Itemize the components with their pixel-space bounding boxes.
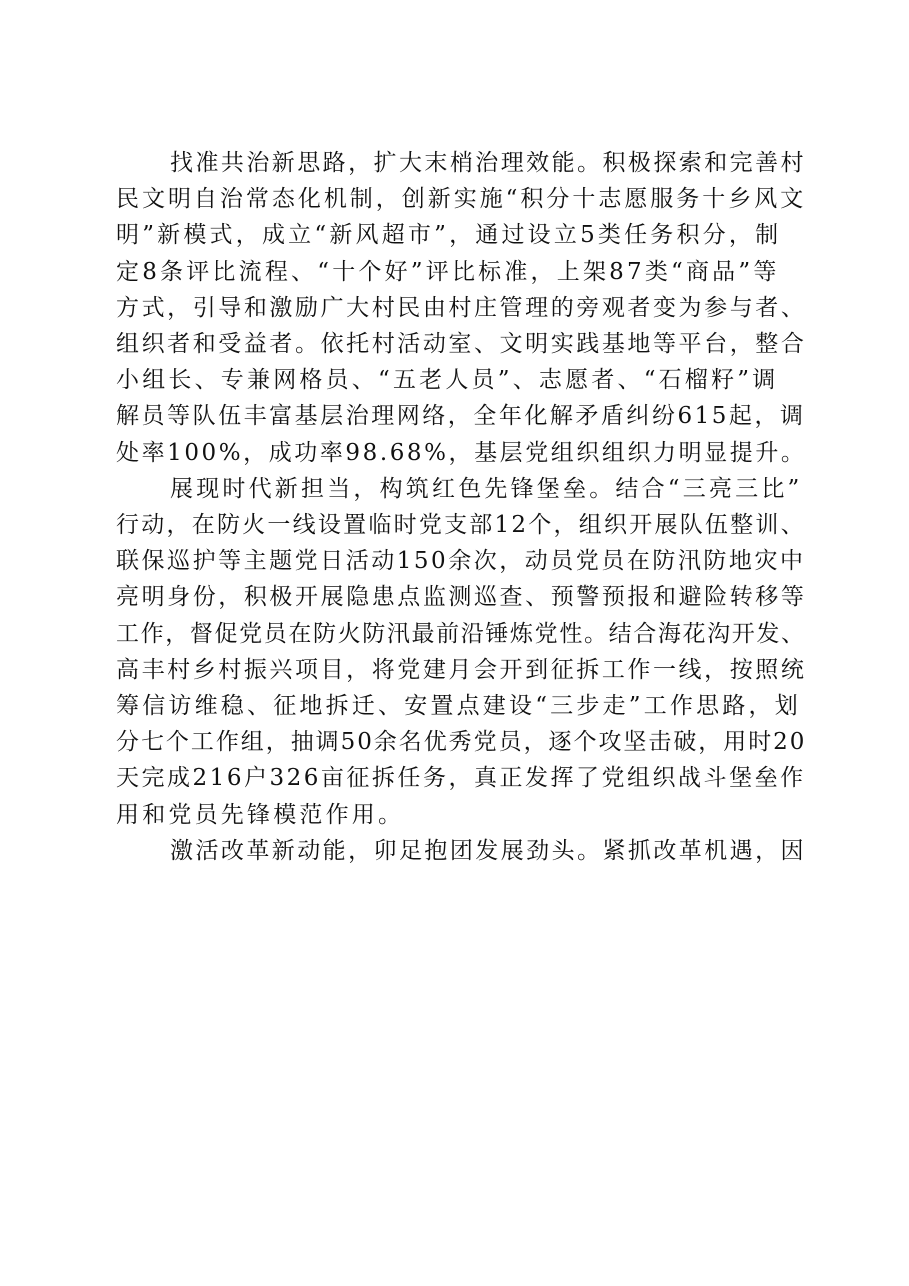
text-line: 激活改革新动能，卯足抱团发展劲头。紧抓改革机遇，因 — [170, 837, 806, 864]
text-line: 组织者和受益者。依托村活动室、文明实践基地等平台，整合 — [116, 331, 807, 358]
text-line: 民文明自治常态化机制，创新实施“积分十志愿服务十乡风文 — [116, 186, 807, 213]
text-line: 处率100%，成功率98.68%，基层党组织组织力明显提升。 — [116, 439, 807, 466]
text-line: 亮明身份，积极开展隐患点监测巡查、预警预报和避险转移等 — [116, 584, 807, 611]
document-body — [116, 145, 807, 869]
text-line: 明”新模式，成立“新风超市”，通过设立5类任务积分，制 — [116, 222, 782, 249]
text-line: 分七个工作组，抽调50余名优秀党员，逐个攻坚击破，用时20 — [116, 729, 807, 756]
text-line: 方式，引导和激励广大村民由村庄管理的旁观者变为参与者、 — [116, 294, 807, 321]
text-line: 筹信访维稳、征地拆迁、安置点建设“三步走”工作思路，划 — [116, 693, 801, 720]
paragraph — [116, 833, 806, 869]
text-line: 解员等队伍丰富基层治理网络，全年化解矛盾纠纷615起，调 — [116, 403, 806, 430]
text-line: 找准共治新思路，扩大末梢治理效能。积极探索和完善村 — [170, 150, 806, 176]
text-line: 天完成216户326亩征拆任务，真正发挥了党组织战斗堡垒作 — [116, 765, 806, 792]
paragraph — [116, 145, 807, 471]
text-line: 用和党员先锋模范作用。 — [116, 801, 405, 828]
text-line: 行动，在防火一线设置临时党支部12个，组织开展队伍整训、 — [116, 512, 806, 539]
text-line: 工作，督促党员在防火防汛最前沿锤炼党性。结合海花沟开发、 — [116, 620, 806, 647]
text-line: 高丰村乡村振兴项目，将党建月会开到征拆工作一线，按照统 — [116, 656, 807, 683]
text-line: 展现时代新担当，构筑红色先锋堡垒。结合“三亮三比” — [170, 475, 803, 502]
text-line: 联保巡护等主题党日活动150余次，动员党员在防汛防地灾中 — [116, 548, 806, 575]
text-line: 小组长、专兼网格员、“五老人员”、志愿者、“石榴籽”调 — [116, 367, 779, 394]
paragraph — [116, 471, 807, 833]
text-line: 定8条评比流程、“十个好”评比标准，上架87类“商品”等 — [116, 258, 780, 285]
